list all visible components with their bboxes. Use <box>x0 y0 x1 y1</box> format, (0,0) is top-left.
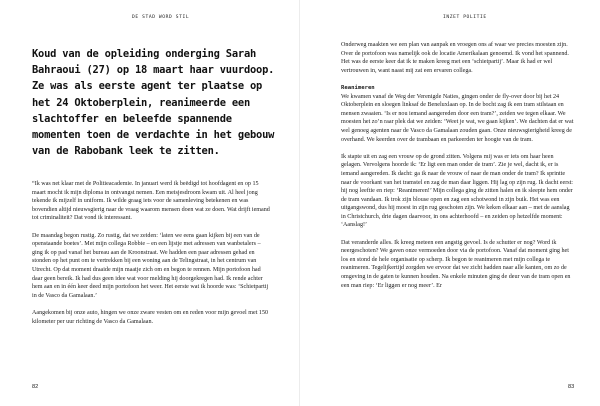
intro-paragraph: Koud van de opleiding onderging Sarah Bahraoui (27) op 18 maart haar vuurdoop. Ze was als eerste agent ter plaatse op het 24 Oktoberplein, reanimeerde een slachtoffer en beleefde spannende momenten toen de verdachte in het gebouw van de Rabobank leek te zitten. <box>32 48 275 158</box>
right-body-text <box>341 41 575 299</box>
running-head-right: INZET POLITIE <box>443 15 487 20</box>
section-subhead: Reanimeren <box>341 84 375 91</box>
body-paragraph: Aangekomen bij onze auto, hingen we onze zware vesten om en reden voor mijn gevoel met 150 kilometer per uur richting de Vasco da Gamalaan. <box>32 309 269 325</box>
running-head-left: DE STAD WORD STIL <box>132 15 190 20</box>
page-number-right: 83 <box>568 384 575 390</box>
body-paragraph: Onderweg maakten we een plan van aanpak en vroegen ons af waar we precies moesten zijn. Over de portofoon was namelijk ook de locatie Amerikalaan genoemd. Ik vond het spannend. Het was de eerste keer dat ik te maken kreeg met een ‘schietpartij’. Maar ik had er wel vertrouwen in, want naast mij zat een ervaren collega. <box>341 42 569 74</box>
body-paragraph: De maandag begon rustig. Zo rustig, dat we zeiden: ‘laten we eens gaan kijken bij een van de openstaande boetes’. Met mijn collega Robbie – en een lijstje met adressen van wanbetalers – ging ik op pad vanaf het bureau aan de Kroonstraat. We hadden een paar adressen gehad en stonden op het punt om te vertrekken bij een woning aan de Telingstraat, in het centrum van Utrecht. Op dat moment draaide mijn maatje zich om en begon te rennen. Mijn portofoon had daar geen bereik. Ik had dus geen idee wat voor melding hij doorgekregen had. Ik rende achter hem aan en in één keer deed mijn portofoon het weer. Het eerste wat ik hoorde was: ‘Schietpartij in de Vasco da Gamalaan.’ <box>32 232 269 299</box>
page-number-left: 82 <box>32 384 39 390</box>
left-body-text <box>32 180 272 335</box>
body-paragraph: Dat veranderde alles. Ik kreeg meteen een angstig gevoel. Is de schutter er nog? Word ik neergeschoten? We gaven onze vermoeden door via de portofoon. Vanaf dat moment ging het los en stond de hele organisatie op scherp. Ik begon te reanimeren met mijn collega te reanimeren. Tegelijkertijd zorgden we ervoor dat we zicht hadden naar alle kanten, om zo de omgeving in de gaten te kunnen houden. Na enkele minuten ging de deur van de tram open en een man riep: ‘Er liggen er nog meer’. Er <box>341 239 571 289</box>
body-paragraph: Ik stapte uit en zag een vrouw op de grond zitten. Volgens mij was er iets om haar heen gelagen. Vervolgens hoorde ik: ‘Er ligt een man onder de tram’. Zie je wel, dacht ik, er is iemand aangereden. Ik dacht: ga ik naar de vrouw of naar de man onder de tram? Ik sprintte naar de voorkant van het tramstel en zag de man daar liggen. Hij lag op zijn rug. Ik dacht eerst: hij nog leeftie en riep: ‘Reanimeren!’ Mijn collega ging de zitten halen en ik sleepte hem onder de tram vandaan. Ik trok zijn blouse open en zag een schotwond in zijn buik. Het was een uitgangswond, dus hij moest in zijn rug geschoten zijn. We keken elkaar aan – met de aanslag in Christchurch, drie dagen daarvoor, in ons achterhoofd – en zeiden op hetzelfde moment: ‘Aanslag!’ <box>341 153 573 229</box>
body-paragraph: We kwamen vanaf de Weg der Verenigde Naties, gingen onder de fly-over door bij het 24 Oktoberplein en sloegen linksaf de Beneluxlaan op. In de bocht zag ik een tram stilstaan en mensen zwaaien. ‘Is er nou iemand aangereden door een tram?’, zeiden we tegen elkaar. We moesten het zo’n raar plek dat we zeiden: ‘Weet je wat, we gaan kijken’. We dachten dat er wat wel genoeg agenten naar de Vasco da Gamalaan zouden gaan. Onze nieuwsgierigheid kreeg de overhand. We keerden over de trambaan en parkeerden ter hoogte van de tram. <box>341 93 574 143</box>
body-paragraph: “Ik was net klaar met de Politieacademie. In januari werd ik beëdigd tot hoofdagent en op 15 maart mocht ik mijn diploma in ontvangst nemen. Een meisjesdroom kwam uit. Al heel jong tekende ik mijzelf in uniform. Ik wilde graag iets voor de samenleving betekenen en was bovendien altijd nieuwsgierig naar de vraag waarom mensen doen wat ze doen. Wat drijft iemand tot criminaliteit? Dat vond ik interessant. <box>32 181 270 222</box>
